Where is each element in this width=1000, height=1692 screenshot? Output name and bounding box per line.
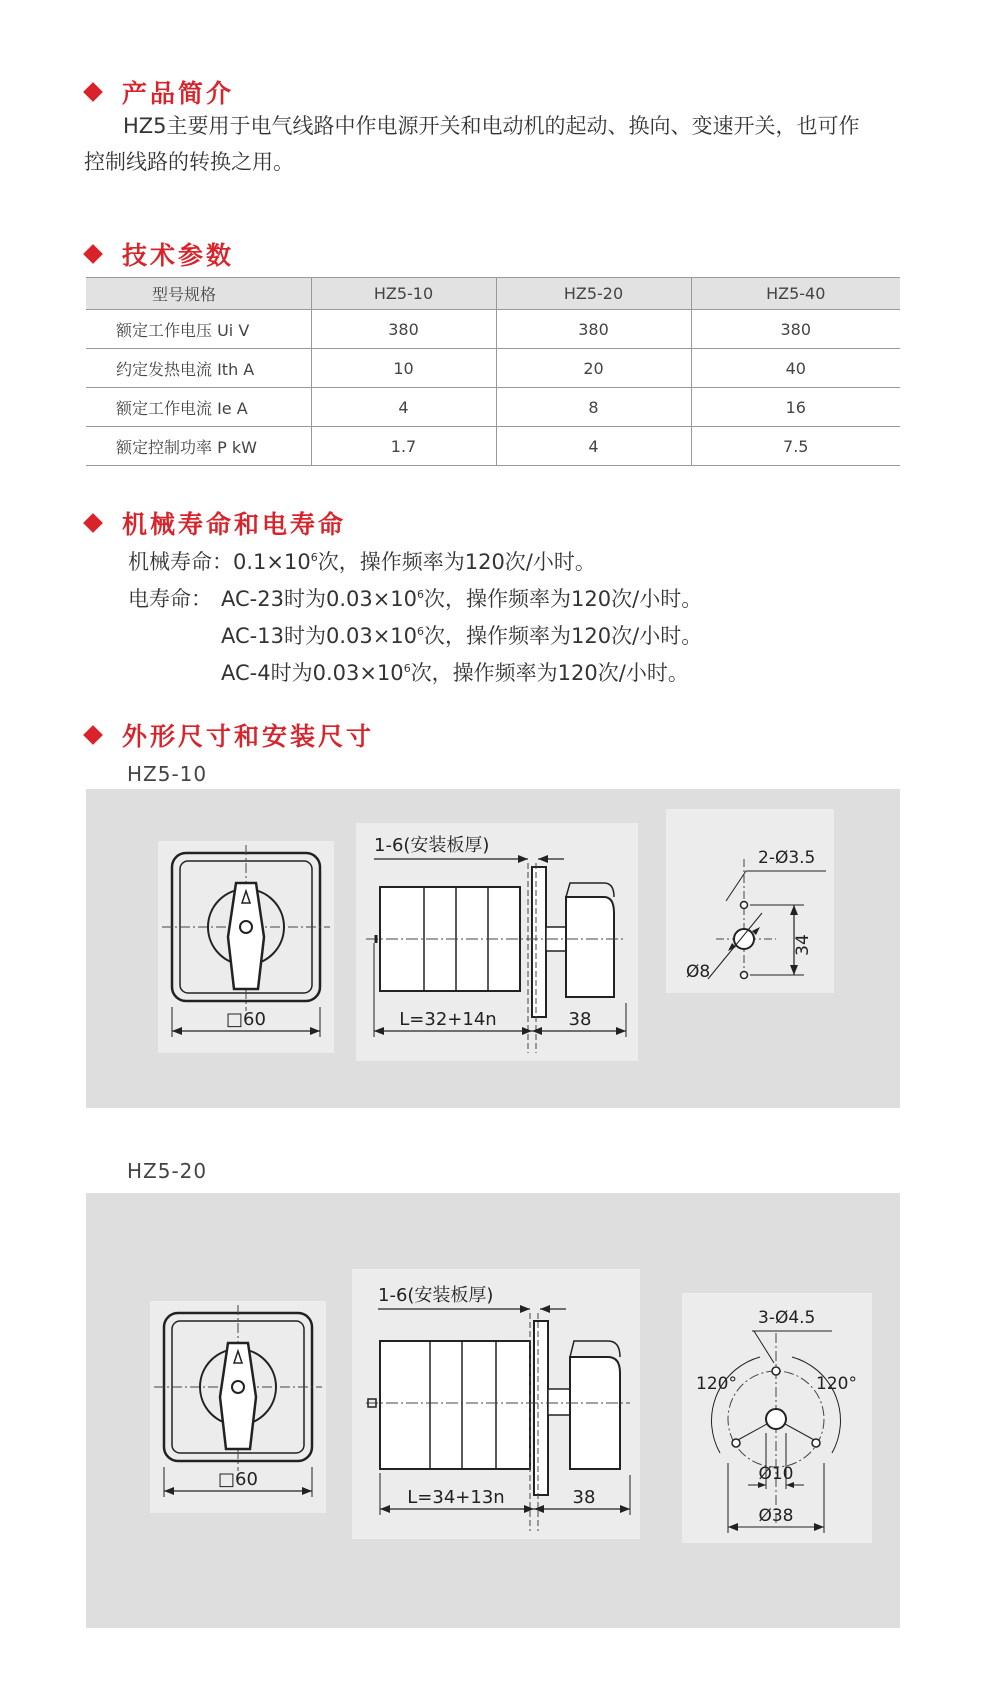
angle-right-label: 120° [816,1374,857,1394]
exponent: 6 [310,551,318,564]
table-cell: 20 [496,349,691,388]
electrical-life-text: 次，操作频率为120次/小时。 [424,587,703,611]
mounting-hole-drawing [666,809,834,993]
table-cell: 额定工作电压 Ui V [86,310,311,349]
front-view-drawing [150,1301,326,1513]
front-view [150,1301,326,1513]
spacing-label: 34 [793,934,813,956]
spec-table [86,277,900,466]
plate-thickness-label: 1-6(安装板厚) [374,835,490,856]
electrical-life-text: 次，操作频率为120次/小时。 [410,661,689,685]
electrical-life-text: 次，操作频率为120次/小时。 [424,624,703,648]
front-view [158,841,334,1053]
table-cell: 380 [496,310,691,349]
section-title: 技术参数 [122,241,235,270]
section-intro-heading [86,74,234,110]
model-label-hz5-10: HZ5-10 [127,762,208,786]
table-header-cell: HZ5-40 [691,278,900,310]
section-params-heading [86,236,234,272]
section-title: 机械寿命和电寿命 [122,510,347,539]
section-title: 外形尺寸和安装尺寸 [122,722,375,751]
model-label-hz5-20: HZ5-20 [127,1159,208,1183]
section-title: 产品简介 [122,79,235,108]
electrical-life-label: 电寿命： [128,587,212,611]
mechanical-life-line [128,546,596,576]
mounting-hole-view [682,1293,872,1543]
diamond-bullet-icon [83,82,103,102]
table-cell: 10 [311,349,496,388]
holes-label: 3-Ø4.5 [758,1308,816,1328]
inner-diameter-label: Ø10 [758,1464,794,1484]
table-header-cell: HZ5-20 [496,278,691,310]
angle-left-label: 120° [696,1374,737,1394]
length-label: L=32+14n [399,1009,497,1030]
electrical-life-text: AC-23时为0.03×10 [221,587,418,611]
table-cell: 40 [691,349,900,388]
intro-line-1: HZ5主要用于电气线路中作电源开关和电动机的起动、换向、变速开关，也可作 [123,114,860,138]
plate-thickness-label: 1-6(安装板厚) [378,1285,494,1306]
table-cell: 380 [311,310,496,349]
holes-label: 2-Ø3.5 [758,848,816,868]
table-header-cell: HZ5-10 [311,278,496,310]
section-dims-heading [86,717,374,753]
electrical-life-text: AC-4时为0.03×10 [221,661,404,685]
table-cell: 7.5 [691,427,900,466]
length-label: L=34+13n [407,1487,505,1508]
electrical-life-line [221,583,702,613]
table-cell: 额定控制功率 P kW [86,427,311,466]
front-dimension-label: □60 [218,1469,258,1490]
drawing-panel-hz5-20 [86,1193,900,1628]
table-cell: 1.7 [311,427,496,466]
drawing-panel-hz5-10 [86,789,900,1108]
diamond-bullet-icon [83,725,103,745]
mechanical-life-text: 机械寿命：0.1×10 [128,550,311,574]
table-row [86,427,900,466]
mounting-hole-view [666,809,834,993]
electrical-life-line [221,620,702,650]
diamond-bullet-icon [83,244,103,264]
electrical-life-text: AC-13时为0.03×10 [221,624,418,648]
table-cell: 8 [496,388,691,427]
exponent: 6 [417,625,425,638]
table-header-row [86,278,900,310]
center-hole-label: Ø8 [686,962,711,982]
depth-label: 38 [568,1009,592,1030]
side-view-drawing [352,1269,640,1539]
mechanical-life-text: 次，操作频率为120次/小时。 [317,550,596,574]
front-dimension-label: □60 [226,1009,266,1030]
front-view-drawing [158,841,334,1053]
electrical-life-line [221,657,689,687]
side-view [356,823,638,1061]
diamond-bullet-icon [83,513,103,533]
mounting-hole-drawing [682,1293,872,1543]
exponent: 6 [403,662,411,675]
side-view-drawing [356,823,638,1061]
table-cell: 16 [691,388,900,427]
exponent: 6 [417,588,425,601]
table-cell: 约定发热电流 Ith A [86,349,311,388]
table-cell: 额定工作电流 Ie A [86,388,311,427]
table-row [86,349,900,388]
table-cell: 380 [691,310,900,349]
table-cell: 4 [311,388,496,427]
outer-diameter-label: Ø38 [758,1506,794,1526]
intro-line-2: 控制线路的转换之用。 [84,150,294,174]
table-row [86,388,900,427]
table-header-cell: 型号规格 [86,278,311,310]
table-cell: 4 [496,427,691,466]
depth-label: 38 [572,1487,596,1508]
side-view [352,1269,640,1539]
table-row [86,310,900,349]
section-life-heading [86,505,346,541]
